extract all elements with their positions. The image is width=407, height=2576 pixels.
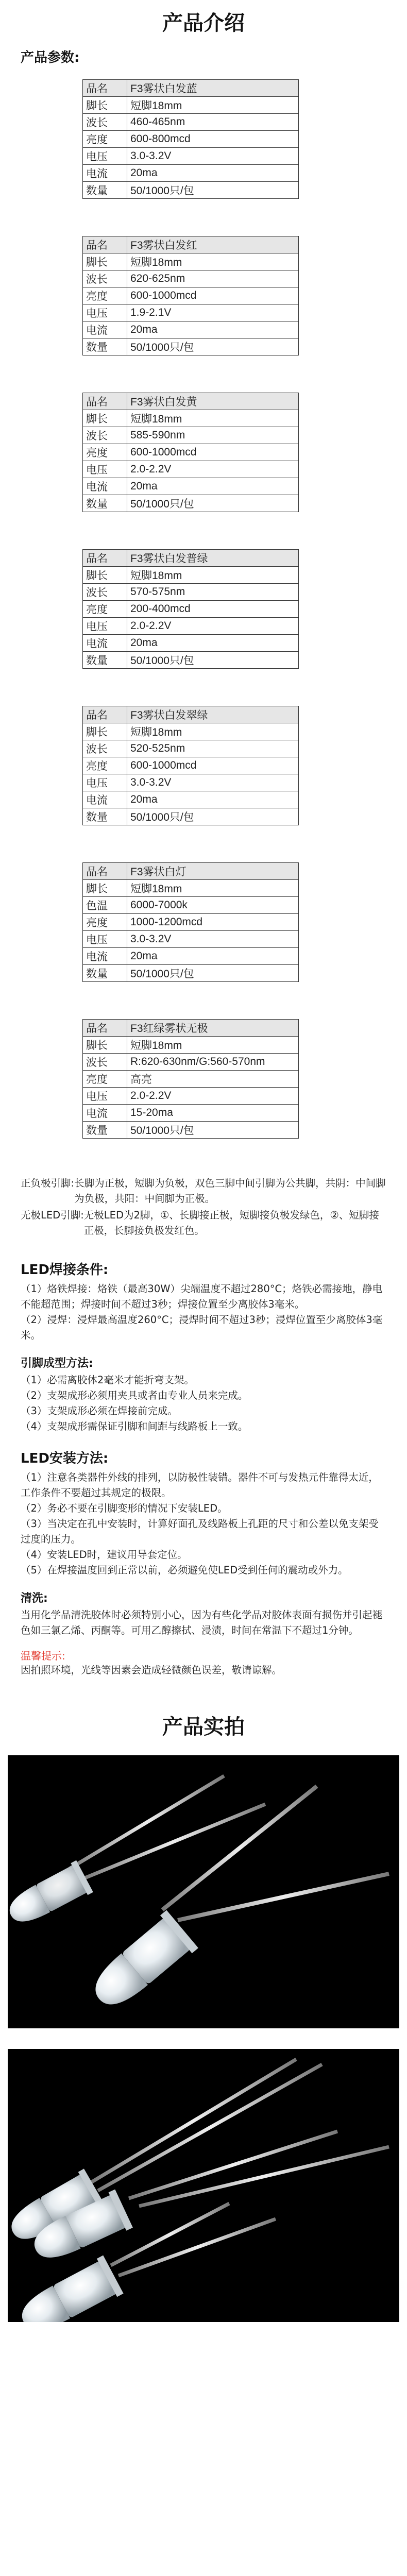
spec-value: 20ma: [127, 635, 299, 652]
spec-value: 20ma: [127, 478, 299, 495]
spec-key: 波长: [83, 740, 127, 757]
spec-value: 高亮: [127, 1071, 299, 1088]
spec-key: 脚长: [83, 723, 127, 740]
spec-header-value: F3雾状白发翠绿: [127, 706, 299, 723]
spec-row: [83, 410, 299, 427]
spec-value: 600-1000mcd: [127, 757, 299, 774]
spec-key: 电流: [83, 948, 127, 965]
spec-row: [83, 880, 299, 897]
spec-row: [83, 182, 299, 199]
spec-header-value: F3雾状白发普绿: [127, 550, 299, 567]
spec-key: 数量: [83, 495, 127, 512]
spec-row: [83, 495, 299, 512]
spec-value: 1.9-2.1V: [127, 304, 299, 321]
install-item: （4）安装LED时，建议用导套定位。: [21, 1549, 188, 1561]
spec-key: 电流: [83, 478, 127, 495]
spec-value: 600-800mcd: [127, 131, 299, 148]
spec-key: 电压: [83, 618, 127, 635]
spec-value: 50/1000只/包: [127, 652, 299, 669]
spec-row: [83, 757, 299, 774]
spec-row: [83, 584, 299, 601]
spec-row: [83, 740, 299, 757]
spec-key: 亮度: [83, 601, 127, 618]
spec-row: [83, 774, 299, 791]
spec-value: 3.0-3.2V: [127, 774, 299, 791]
welding-title: LED焊接条件:: [21, 1262, 109, 1278]
pin-nonpolar-label: 无极LED引脚:: [21, 1209, 84, 1221]
spec-header-key: 品名: [83, 393, 127, 410]
pin-section: [0, 1176, 407, 1239]
spec-value: 50/1000只/包: [127, 182, 299, 199]
spec-value: 1000-1200mcd: [127, 914, 299, 931]
spec-row: [83, 478, 299, 495]
spec-row: [83, 427, 299, 444]
pin-polarity: [21, 1176, 386, 1207]
spec-key: 数量: [83, 338, 127, 355]
spec-tables: [0, 79, 407, 1139]
spec-row: [83, 1054, 299, 1071]
spec-row: [83, 1122, 299, 1139]
spec-table: [82, 79, 299, 199]
spec-value: 50/1000只/包: [127, 808, 299, 825]
spec-row: [83, 1088, 299, 1105]
spec-header-value: F3雾状白发蓝: [127, 80, 299, 97]
spec-value: 15-20ma: [127, 1105, 299, 1122]
spec-table: [82, 862, 299, 982]
spec-row: [83, 321, 299, 338]
warning-text: 因拍照环境，光线等因素会造成轻微颜色误差，敬请谅解。: [21, 1664, 282, 1676]
spec-key: 脚长: [83, 1037, 127, 1054]
spec-row: [83, 723, 299, 740]
spec-row: [83, 635, 299, 652]
params-label: 产品参数:: [21, 50, 80, 65]
spec-key: 波长: [83, 427, 127, 444]
spec-value: 50/1000只/包: [127, 965, 299, 982]
spec-row: [83, 601, 299, 618]
spec-header-key: 品名: [83, 550, 127, 567]
product-photo-2: [8, 2049, 399, 2322]
forming-item: （3）支架成形必须在焊接前完成。: [21, 1405, 178, 1417]
spec-row: [83, 897, 299, 914]
spec-value: 2.0-2.2V: [127, 1088, 299, 1105]
welding-item: （2）浸焊：浸焊最高温度260°C；浸焊时间不超过3秒；浸焊位置至少离胶体3毫米。: [21, 1314, 383, 1341]
spec-key: 电流: [83, 791, 127, 808]
spec-row: [83, 652, 299, 669]
spec-value: 50/1000只/包: [127, 495, 299, 512]
spec-row: [83, 338, 299, 355]
spec-value: 6000-7000k: [127, 897, 299, 914]
spec-value: 2.0-2.2V: [127, 618, 299, 635]
spec-key: 亮度: [83, 131, 127, 148]
spec-row: [83, 287, 299, 304]
spec-key: 波长: [83, 114, 127, 131]
install-title: LED安装方法:: [21, 1451, 109, 1466]
spec-header-key: 品名: [83, 1020, 127, 1037]
welding-item: （1）烙铁焊接：烙铁（最高30W）尖端温度不超过280°C；烙铁必需接地，静电不能超范围；焊接时间不超过3秒；焊接位置至少离胶体3毫米。: [21, 1283, 383, 1310]
spec-row: [83, 791, 299, 808]
spec-value: 200-400mcd: [127, 601, 299, 618]
spec-row: [83, 1037, 299, 1054]
spec-key: 电压: [83, 931, 127, 948]
spec-row: [83, 1071, 299, 1088]
spec-key: 脚长: [83, 253, 127, 270]
spec-value: 20ma: [127, 321, 299, 338]
spec-key: 数量: [83, 965, 127, 982]
spec-table: [82, 1019, 299, 1139]
spec-row: [83, 131, 299, 148]
pin-polarity-label: 正负极引脚:: [21, 1177, 75, 1189]
spec-value: 20ma: [127, 165, 299, 182]
spec-table: [82, 549, 299, 669]
spec-header-key: 品名: [83, 706, 127, 723]
spec-header-value: F3红绿雾状无极: [127, 1020, 299, 1037]
spec-row: [83, 444, 299, 461]
spec-value: 585-590nm: [127, 427, 299, 444]
spec-row: [83, 567, 299, 584]
spec-row: [83, 270, 299, 287]
spec-value: 短脚18mm: [127, 97, 299, 114]
spec-value: 50/1000只/包: [127, 1122, 299, 1139]
led-photo-2-image: [8, 2049, 399, 2322]
spec-key: 脚长: [83, 410, 127, 427]
cleaning-text: 当用化学品清洗胶体时必须特别小心，因为有些化学品对胶体表面有损伤并引起褪色如三氯乙烯、丙酮等。可用乙醇擦拭、浸渍，时间在常温下不超过1分钟。: [21, 1609, 383, 1636]
spec-value: 短脚18mm: [127, 253, 299, 270]
spec-header-value: F3雾状白发红: [127, 236, 299, 253]
spec-value: 600-1000mcd: [127, 287, 299, 304]
spec-table-header: [83, 706, 299, 723]
spec-table-header: [83, 80, 299, 97]
spec-table: [82, 236, 299, 355]
spec-value: 短脚18mm: [127, 723, 299, 740]
spec-value: R:620-630nm/G:560-570nm: [127, 1054, 299, 1071]
forming-items: [0, 1372, 407, 1434]
install-item: （1）注意各类器件外线的排列，以防极性装错。器件不可与发热元件靠得太近，工作条件不要超过其规定的极限。: [21, 1471, 379, 1499]
spec-key: 脚长: [83, 880, 127, 897]
spec-key: 亮度: [83, 914, 127, 931]
spec-value: 460-465nm: [127, 114, 299, 131]
spec-key: 波长: [83, 1054, 127, 1071]
spec-row: [83, 253, 299, 270]
spec-key: 数量: [83, 808, 127, 825]
spec-row: [83, 148, 299, 165]
spec-key: 脚长: [83, 97, 127, 114]
spec-value: 20ma: [127, 948, 299, 965]
spec-key: 亮度: [83, 287, 127, 304]
spec-header-value: F3雾状白发黄: [127, 393, 299, 410]
pin-polarity-text: 长脚为正极，短脚为负极，双色三脚中间引脚为公共脚，共阴：中间脚为负极，共阳：中间脚为正极。: [74, 1177, 386, 1205]
spec-key: 电压: [83, 1088, 127, 1105]
spec-value: 3.0-3.2V: [127, 148, 299, 165]
install-items: [0, 1470, 407, 1578]
spec-row: [83, 808, 299, 825]
spec-key: 亮度: [83, 444, 127, 461]
spec-key: 电压: [83, 148, 127, 165]
intro-title: 产品介绍: [162, 11, 245, 35]
spec-table-header: [83, 1020, 299, 1037]
warning-title: 温馨提示:: [21, 1650, 65, 1662]
pin-nonpolar-text: 无极LED为2脚，①、长脚接正极，短脚接负极发绿色，②、短脚接正极，长脚接负极发红色。: [83, 1209, 379, 1236]
spec-key: 色温: [83, 897, 127, 914]
spec-value: 短脚18mm: [127, 880, 299, 897]
spec-value: 620-625nm: [127, 270, 299, 287]
spec-value: 短脚18mm: [127, 410, 299, 427]
welding-items: [0, 1281, 407, 1343]
pin-nonpolar: [21, 1208, 386, 1239]
spec-row: [83, 1105, 299, 1122]
spec-value: 600-1000mcd: [127, 444, 299, 461]
spec-table: [82, 706, 299, 825]
spec-key: 脚长: [83, 567, 127, 584]
spec-key: 亮度: [83, 757, 127, 774]
spec-value: 20ma: [127, 791, 299, 808]
spec-key: 数量: [83, 652, 127, 669]
spec-header-key: 品名: [83, 863, 127, 880]
photo-title: 产品实拍: [162, 1715, 245, 1739]
spec-row: [83, 304, 299, 321]
spec-table-header: [83, 393, 299, 410]
spec-row: [83, 114, 299, 131]
forming-item: （4）支架成形需保证引脚和间距与线路板上一致。: [21, 1420, 248, 1432]
spec-key: 电流: [83, 165, 127, 182]
spec-row: [83, 914, 299, 931]
spec-value: 2.0-2.2V: [127, 461, 299, 478]
spec-header-key: 品名: [83, 236, 127, 253]
spec-value: 50/1000只/包: [127, 338, 299, 355]
spec-value: 短脚18mm: [127, 567, 299, 584]
forming-item: （2）支架成形必须用夹具或者由专业人员来完成。: [21, 1389, 248, 1401]
spec-row: [83, 931, 299, 948]
spec-header-key: 品名: [83, 80, 127, 97]
install-item: （5）在焊接温度回到正常以前，必须避免使LED受到任何的震动或外力。: [21, 1564, 348, 1576]
spec-key: 数量: [83, 1122, 127, 1139]
spec-row: [83, 97, 299, 114]
spec-key: 电压: [83, 461, 127, 478]
spec-row: [83, 165, 299, 182]
spec-key: 电压: [83, 304, 127, 321]
spec-table-header: [83, 550, 299, 567]
product-photo-1: [8, 1755, 399, 2028]
spec-key: 电流: [83, 635, 127, 652]
spec-key: 波长: [83, 584, 127, 601]
spec-key: 数量: [83, 182, 127, 199]
forming-item: （1）必需离胶体2毫米才能折弯支架。: [21, 1374, 194, 1386]
spec-value: 570-575nm: [127, 584, 299, 601]
spec-value: 520-525nm: [127, 740, 299, 757]
forming-title: 引脚成型方法:: [21, 1357, 93, 1370]
spec-value: 短脚18mm: [127, 1037, 299, 1054]
spec-key: 亮度: [83, 1071, 127, 1088]
led-photo-1-image: [8, 1755, 399, 2028]
spec-key: 电压: [83, 774, 127, 791]
spec-table-header: [83, 863, 299, 880]
spec-value: 3.0-3.2V: [127, 931, 299, 948]
spec-key: 电流: [83, 1105, 127, 1122]
spec-table-header: [83, 236, 299, 253]
install-item: （3）当决定在孔中安装时，计算好面孔及线路板上孔距的尺寸和公差以免支架受过度的压力。: [21, 1518, 379, 1545]
spec-row: [83, 461, 299, 478]
install-item: （2）务必不要在引脚变形的情况下安装LED。: [21, 1502, 228, 1514]
spec-row: [83, 618, 299, 635]
spec-key: 波长: [83, 270, 127, 287]
spec-row: [83, 948, 299, 965]
spec-key: 电流: [83, 321, 127, 338]
cleaning-title: 清洗:: [21, 1592, 48, 1605]
spec-row: [83, 965, 299, 982]
spec-table: [82, 393, 299, 512]
spec-header-value: F3雾状白灯: [127, 863, 299, 880]
